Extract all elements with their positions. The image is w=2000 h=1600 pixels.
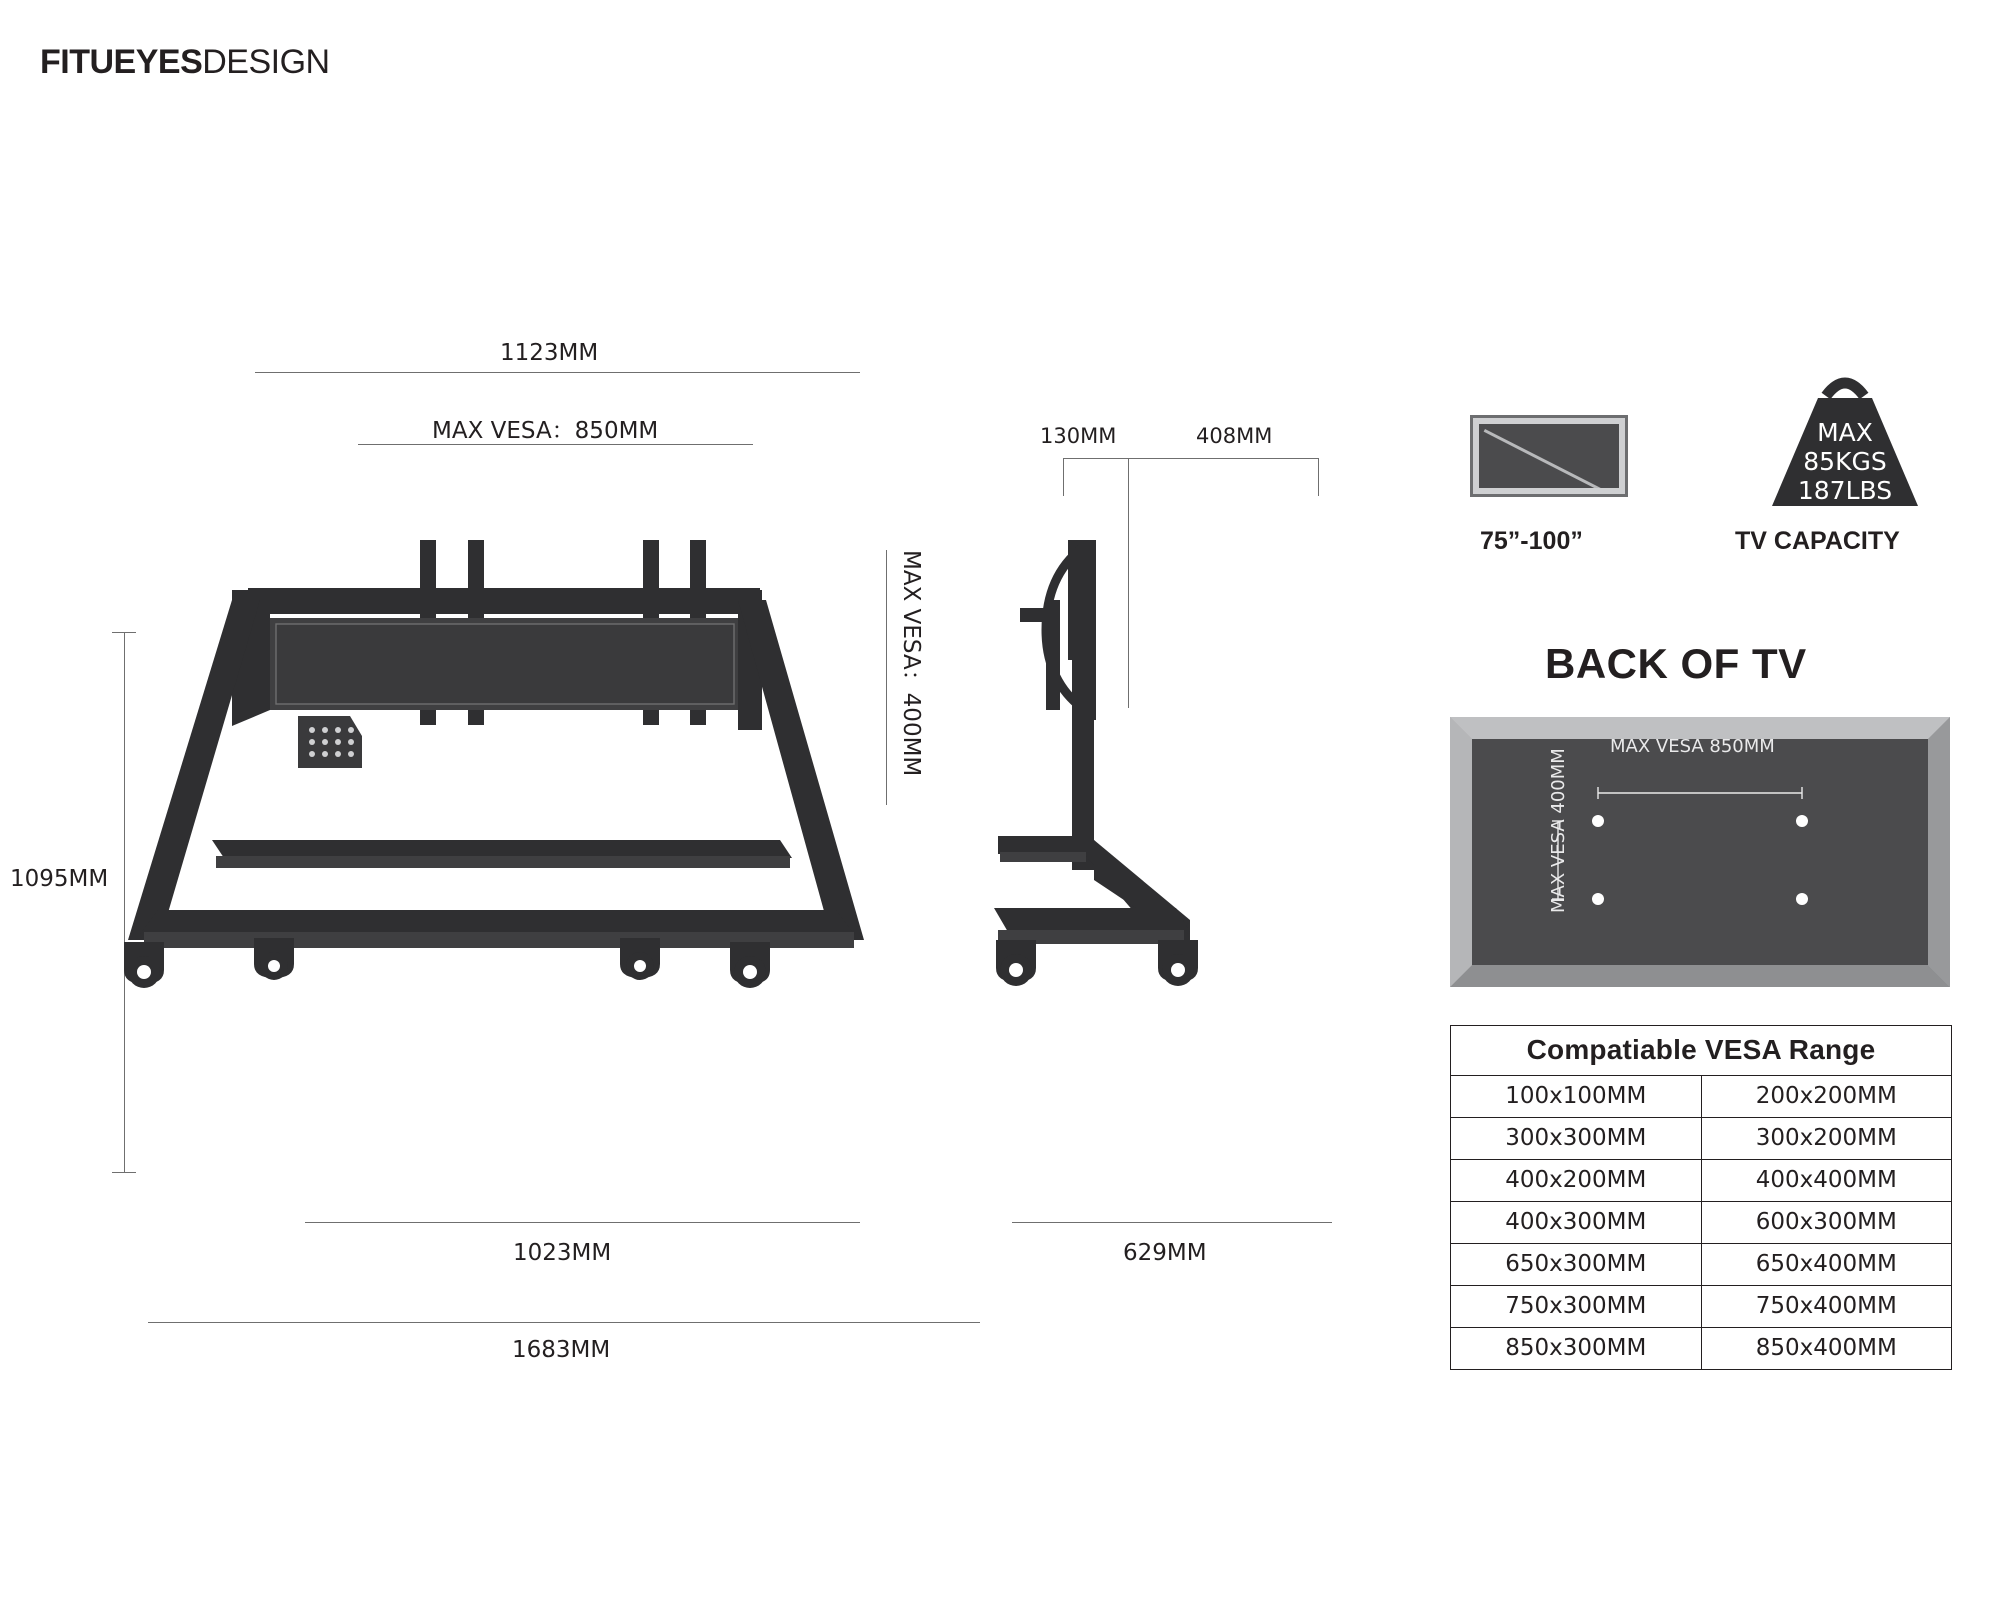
dim-tick-130-left [1063,458,1064,496]
table-cell: 100x100MM [1451,1076,1702,1118]
table-cell: 300x200MM [1701,1118,1952,1160]
table-row [1451,1118,1952,1160]
dim-label-629: 629MM [1123,1240,1207,1266]
back-of-tv-panel [1450,717,1950,987]
table-cell: 600x300MM [1701,1202,1952,1244]
weight-line-2: 85KGS [1803,447,1887,476]
weight-line-3: 187LBS [1797,476,1893,505]
dim-line-130 [1063,458,1128,459]
dim-label-max-vesa-400: MAX VESA：400MM [898,550,924,777]
dim-label-408: 408MM [1196,424,1273,448]
table-cell: 300x300MM [1451,1118,1702,1160]
table-cell: 750x400MM [1701,1286,1952,1328]
brand-name-bold: FITUEYES [40,43,203,81]
tv-icon-screen [1479,424,1619,488]
dim-line-1683 [148,1322,980,1323]
tv-icon-bezel [1470,415,1628,497]
table-cell: 400x200MM [1451,1160,1702,1202]
weight-line-1: MAX [1817,418,1873,447]
dim-label-1023: 1023MM [513,1240,612,1266]
vesa-compatibility-table [1450,1025,1952,1370]
table-row [1451,1202,1952,1244]
table-cell: 400x400MM [1701,1160,1952,1202]
table-cell: 650x400MM [1701,1244,1952,1286]
table-row [1451,1328,1952,1370]
table-row [1451,1076,1952,1118]
table-header-row [1451,1026,1952,1076]
table-body [1451,1076,1952,1370]
dim-label-130: 130MM [1040,424,1117,448]
tv-size-label: 75”-100” [1480,527,1583,555]
brand-name-light: DESIGN [202,43,330,81]
brand-logo [40,42,330,82]
table-cell: 200x200MM [1701,1076,1952,1118]
dim-label-1683: 1683MM [512,1337,611,1363]
dim-line-408 [1128,458,1318,459]
dim-label-1095: 1095MM [10,866,109,892]
table-row [1451,1286,1952,1328]
tv-capacity-label: TV CAPACITY [1735,527,1900,555]
back-of-tv-max-vesa-vertical: MAX VESA 400MM [1548,748,1569,913]
table-row [1451,1244,1952,1286]
dim-line-1123 [255,372,860,373]
dim-tick-408-right [1318,458,1319,496]
dim-label-1123: 1123MM [500,340,599,366]
table-title: Compatiable VESA Range [1451,1026,1952,1076]
table-cell: 650x300MM [1451,1244,1702,1286]
dim-line-1023 [305,1222,860,1223]
table-cell: 850x400MM [1701,1328,1952,1370]
weight-capacity-text [1760,418,1930,505]
table-row [1451,1160,1952,1202]
table-cell: 750x300MM [1451,1286,1702,1328]
front-view-drawing [120,540,960,1180]
table-cell: 400x300MM [1451,1202,1702,1244]
dim-label-max-vesa-850: MAX VESA：850MM [432,418,659,444]
dim-line-629 [1012,1222,1332,1223]
back-of-tv-title: BACK OF TV [1545,640,1807,687]
table-cell: 850x300MM [1451,1328,1702,1370]
back-of-tv-max-vesa-horizontal: MAX VESA 850MM [1610,736,1775,757]
side-view-drawing [990,540,1330,1180]
tv-size-icon [1470,415,1630,520]
